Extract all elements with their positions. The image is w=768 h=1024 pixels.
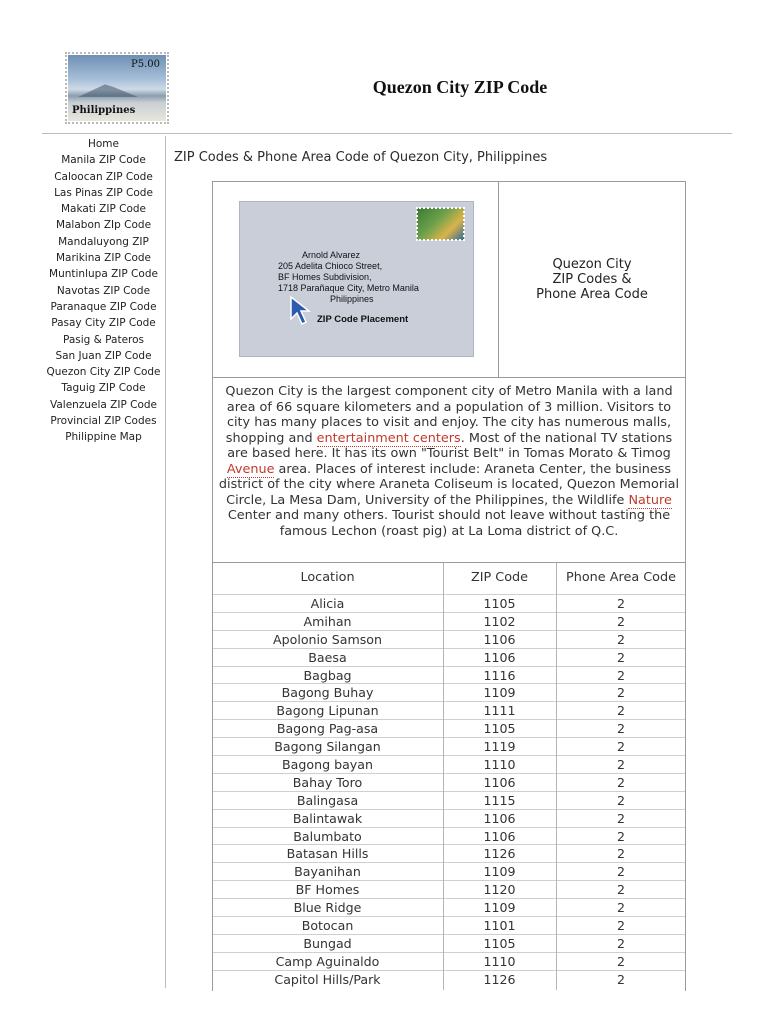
table-row [213, 880, 685, 898]
zip-code-cell: 1106 [483, 774, 516, 790]
nature-link[interactable]: Nature [628, 492, 672, 508]
column-header-phone: Phone Area Code [566, 570, 676, 585]
phone-area-code-cell: 2 [616, 953, 625, 969]
zip-code-cell: 1126 [483, 846, 516, 862]
location-cell: Bungad [303, 935, 352, 951]
table-row [213, 737, 685, 755]
location-cell: Bagong Pag-asa [276, 721, 379, 737]
location-cell: Amihan [303, 613, 352, 629]
zip-code-cell: 1109 [483, 864, 516, 880]
phone-area-code-cell: 2 [616, 828, 625, 844]
section-heading: ZIP Codes & Phone Area Code of Quezon City, Philippines [174, 150, 548, 165]
table-row [213, 934, 685, 952]
column-divider [556, 563, 557, 990]
sidebar-item-pasay[interactable]: Pasay City ZIP Code [51, 317, 156, 330]
zip-code-cell: 1116 [483, 667, 516, 683]
sidebar-item-mandaluyong[interactable]: Mandaluyong ZIP [58, 235, 149, 248]
phone-area-code-cell: 2 [616, 685, 625, 701]
address-line: Philippines [330, 294, 374, 304]
location-cell: Bagbag [303, 667, 352, 683]
phone-area-code-cell: 2 [616, 792, 625, 808]
page-title: Quezon City ZIP Code [372, 77, 548, 97]
sidebar-item-home[interactable]: Home [87, 138, 119, 150]
phone-area-code-cell: 2 [616, 810, 625, 826]
location-cell: Bagong bayan [282, 757, 373, 773]
location-cell: Blue Ridge [293, 900, 362, 916]
address-line: 1718 Parañaque City, Metro Manila [278, 283, 419, 293]
envelope-image [239, 201, 474, 357]
table-row [213, 630, 685, 648]
zip-code-cell: 1119 [483, 739, 516, 755]
envelope-stamp-icon [417, 208, 464, 240]
entertainment-centers-link[interactable]: entertainment centers [316, 430, 461, 446]
location-cell: Capitol Hills/Park [274, 971, 381, 987]
table-row [213, 898, 685, 916]
zip-code-cell: 1101 [483, 918, 516, 934]
sidebar-item-caloocan[interactable]: Caloocan ZIP Code [54, 170, 153, 183]
stamp-price: P5.00 [131, 59, 160, 70]
phone-area-code-cell: 2 [616, 649, 625, 665]
zip-code-cell: 1105 [483, 721, 516, 737]
sidebar-item-las-pinas[interactable]: Las Pinas ZIP Code [54, 186, 153, 199]
table-row [213, 719, 685, 737]
location-cell: Bayanihan [294, 864, 361, 880]
phone-area-code-cell: 2 [616, 918, 625, 934]
address-line: BF Homes Subdivision, [278, 272, 372, 282]
table-row [213, 862, 685, 880]
zip-code-cell: 1106 [483, 828, 516, 844]
address-line: 205 Adelita Chioco Street, [278, 261, 383, 271]
zip-code-cell: 1126 [483, 971, 516, 987]
philippines-stamp-image [68, 55, 166, 121]
sidebar-item-marikina[interactable]: Marikina ZIP Code [56, 252, 151, 265]
top-cell-divider [498, 182, 499, 377]
zip-code-cell: 1105 [483, 935, 516, 951]
phone-area-code-cell: 2 [616, 864, 625, 880]
zip-code-table [213, 594, 685, 988]
phone-area-code-cell: 2 [616, 900, 625, 916]
table-row [213, 594, 685, 612]
sidebar-item-manila[interactable]: Manila ZIP Code [61, 154, 146, 167]
phone-area-code-cell: 2 [616, 846, 625, 862]
phone-area-code-cell: 2 [616, 757, 625, 773]
zip-code-cell: 1102 [483, 613, 516, 629]
table-row [213, 683, 685, 701]
side-title-line: Phone Area Code [536, 287, 648, 302]
zip-code-cell: 1109 [483, 685, 516, 701]
table-row [213, 791, 685, 809]
description-text: area. Places of interest include: Araneta Center, the business district of the city where Araneta Coliseum is located, Quezon Memorial Circle, La Mesa Dam, University of the Philippines, the Wildlife [218, 461, 680, 508]
location-cell: Alicia [310, 596, 345, 611]
zip-code-cell: 1109 [483, 900, 516, 916]
table-row [213, 952, 685, 970]
location-cell: Bagong Buhay [281, 685, 374, 701]
phone-area-code-cell: 2 [616, 631, 625, 647]
sidebar-item-makati[interactable]: Makati ZIP Code [60, 203, 147, 216]
table-row [213, 970, 685, 988]
table-row [213, 648, 685, 666]
sidebar-item-provincial[interactable]: Provincial ZIP Codes [50, 415, 157, 428]
location-cell: Botocan [301, 918, 354, 934]
table-header [213, 564, 685, 594]
table-row [213, 612, 685, 630]
phone-area-code-cell: 2 [616, 667, 625, 683]
description-text: Center and many others. Tourist should not leave without tasting the famous Lechon (roast pig) at La Loma district of Q.C. [227, 508, 671, 539]
zip-code-cell: 1110 [483, 953, 516, 969]
stamp-country: Philippines [72, 105, 136, 116]
side-title-line: ZIP Codes & [552, 272, 632, 287]
sidebar-item-paranaque[interactable]: Paranaque ZIP Code [50, 300, 157, 313]
column-header-location: Location [300, 570, 355, 585]
phone-area-code-cell: 2 [616, 882, 625, 898]
phone-area-code-cell: 2 [616, 739, 625, 755]
zip-code-cell: 1106 [483, 810, 516, 826]
zip-code-cell: 1106 [483, 631, 516, 647]
location-cell: Apolonio Samson [273, 631, 382, 647]
table-row [213, 844, 685, 862]
phone-area-code-cell: 2 [616, 596, 625, 611]
location-cell: Balintawak [292, 810, 363, 826]
sidebar-item-muntinlupa[interactable]: Muntinlupa ZIP Code [49, 268, 158, 281]
sidebar-item-taguig[interactable]: Taguig ZIP Code [61, 382, 146, 395]
side-title [500, 257, 684, 302]
sidebar-item-pasig-pateros[interactable]: Pasig & Pateros [62, 333, 145, 346]
description-text: Quezon City is the largest component city of Metro Manila with a land area of 66 square kilometers and a population of 3 million. Visitors to city has many places to visit and enjoy. The city has numerous malls, shopping and [225, 384, 673, 446]
table-row [213, 701, 685, 719]
phone-area-code-cell: 2 [616, 774, 625, 790]
phone-area-code-cell: 2 [616, 721, 625, 737]
location-cell: Camp Aguinaldo [275, 953, 380, 969]
side-title-line: Quezon City [552, 257, 632, 272]
stamp-mountain-shape [78, 83, 138, 97]
table-row [213, 666, 685, 684]
location-cell: Balingasa [296, 792, 359, 808]
column-header-zip: ZIP Code [470, 570, 529, 585]
zip-code-cell: 1120 [483, 882, 516, 898]
table-row [213, 827, 685, 845]
zip-code-cell: 1105 [483, 596, 516, 611]
zip-code-cell: 1115 [483, 792, 516, 808]
pointer-arrow-icon [288, 295, 316, 327]
sidebar-item-malabon[interactable]: Malabon ZIp Code [55, 219, 152, 232]
zip-code-cell: 1106 [483, 649, 516, 665]
location-cell: Bagong Lipunan [276, 703, 379, 719]
sidebar-item-philippine-map[interactable]: Philippine Map [65, 431, 142, 444]
envelope-caption: ZIP Code Placement [317, 314, 409, 325]
sidebar-item-valenzuela[interactable]: Valenzuela ZIP Code [50, 398, 157, 411]
table-row [213, 773, 685, 791]
sidebar-item-quezon-city[interactable]: Quezon City ZIP Code [46, 366, 161, 379]
zip-code-cell: 1110 [483, 757, 516, 773]
phone-area-code-cell: 2 [616, 703, 625, 719]
sidebar-item-navotas[interactable]: Navotas ZIP Code [56, 284, 151, 297]
row-divider [213, 377, 685, 378]
location-cell: BF Homes [295, 882, 360, 898]
row-divider [213, 562, 685, 563]
header-divider [42, 133, 732, 134]
phone-area-code-cell: 2 [616, 935, 625, 951]
table-row [213, 755, 685, 773]
sidebar-nav [42, 136, 166, 988]
phone-area-code-cell: 2 [616, 613, 625, 629]
zip-code-cell: 1111 [483, 703, 516, 719]
description-text: . Most of the national TV stations are based here. It has its own "Tourist Belt" in Tomas Morato & Timog [227, 430, 673, 461]
location-cell: Batasan Hills [286, 846, 369, 862]
location-cell: Baesa [308, 649, 347, 665]
avenue-link[interactable]: Avenue [226, 461, 275, 477]
address-line: Arnold Alvarez [302, 250, 361, 260]
sidebar-item-san-juan[interactable]: San Juan ZIP Code [55, 349, 152, 362]
location-cell: Balumbato [293, 828, 362, 844]
location-cell: Bahay Toro [292, 774, 363, 790]
column-divider [443, 563, 444, 990]
table-row [213, 809, 685, 827]
location-cell: Bagong Silangan [274, 739, 381, 755]
table-row [213, 916, 685, 934]
city-description [214, 384, 684, 539]
phone-area-code-cell: 2 [616, 971, 625, 987]
